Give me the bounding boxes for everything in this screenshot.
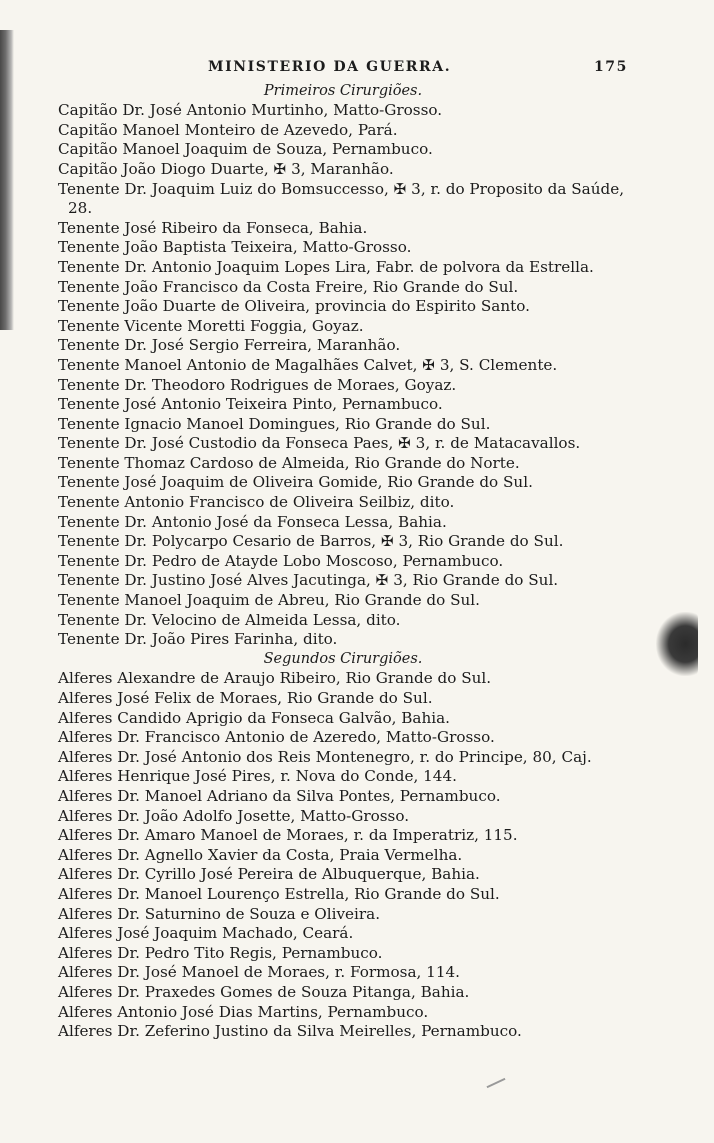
- list-item: Alferes José Joaquim Machado, Ceará.: [58, 924, 354, 943]
- list-item: Capitão Manoel Joaquim de Souza, Pernambuco.: [58, 140, 433, 159]
- list-item: Alferes Antonio José Dias Martins, Pernambuco.: [58, 1002, 429, 1021]
- list-item: Capitão Manoel Monteiro de Azevedo, Pará.: [58, 120, 398, 139]
- list-item: Capitão João Diogo Duarte, ✠ 3, Maranhão.: [58, 159, 394, 178]
- list-item: Tenente Dr. Polycarpo Cesario de Barros, ✠ 3, Rio Grande do Sul.: [58, 532, 564, 551]
- section-title: Primeiros Cirurgiões.: [263, 82, 423, 99]
- list-item: Alferes Dr. José Antonio dos Reis Montenegro, r. do Principe, 80, Caj.: [58, 747, 592, 766]
- section-segundos: [58, 650, 628, 1042]
- list-item: Tenente Vicente Moretti Foggia, Goyaz.: [58, 316, 364, 335]
- list-item: Tenente Dr. Theodoro Rodrigues de Moraes, Goyaz.: [58, 375, 457, 394]
- document-page: [58, 58, 628, 1042]
- list-item: Tenente Dr. Pedro de Atayde Lobo Moscoso, Pernambuco.: [58, 551, 504, 570]
- list-item: Tenente Dr. Velocino de Almeida Lessa, dito.: [58, 610, 401, 629]
- list-item: Alferes Dr. Manoel Adriano da Silva Pontes, Pernambuco.: [58, 786, 501, 805]
- list-item: Alferes Dr. Amaro Manoel de Moraes, r. da Imperatriz, 115.: [58, 826, 518, 845]
- list-item: Alferes Dr. José Manoel de Moraes, r. Formosa, 114.: [58, 963, 460, 982]
- list-item: Tenente Dr. Antonio José da Fonseca Lessa, Bahia.: [58, 512, 447, 531]
- list-item: Alferes Dr. Manoel Lourenço Estrella, Rio Grande do Sul.: [58, 884, 500, 903]
- list-item: Tenente João Francisco da Costa Freire, Rio Grande do Sul.: [58, 277, 519, 296]
- list-item: Alferes Dr. João Adolfo Josette, Matto-Grosso.: [58, 806, 410, 825]
- list-item: Tenente Manoel Antonio de Magalhães Calvet, ✠ 3, S. Clemente.: [58, 355, 558, 374]
- list-item: Tenente Dr. João Pires Farinha, dito.: [58, 630, 338, 649]
- list-item: Tenente Ignacio Manoel Domingues, Rio Grande do Sul.: [58, 414, 491, 433]
- list-item: Tenente Antonio Francisco de Oliveira Seilbiz, dito.: [58, 493, 455, 512]
- page-number: 175: [593, 59, 628, 75]
- list-item: Tenente João Duarte de Oliveira, provincia do Espirito Santo.: [58, 297, 530, 316]
- list-item: Alferes Dr. Saturnino de Souza e Oliveira.: [58, 904, 381, 923]
- list-item: Tenente Manoel Joaquim de Abreu, Rio Grande do Sul.: [58, 591, 480, 610]
- list-item: Tenente Dr. Justino José Alves Jacutinga, ✠ 3, Rio Grande do Sul.: [58, 571, 559, 590]
- list-item: Capitão Dr. José Antonio Murtinho, Matto-Grosso.: [58, 101, 443, 120]
- section-primeiros: [58, 82, 628, 650]
- list-item: Tenente Dr. José Sergio Ferreira, Maranhão.: [58, 336, 401, 355]
- list-item: Alferes Dr. Cyrillo José Pereira de Albuquerque, Bahia.: [58, 865, 480, 884]
- list-item: Tenente Dr. Joaquim Luiz do Bomsuccesso, ✠ 3, r. do Proposito da Saúde, 28.: [58, 179, 625, 218]
- header-title: MINISTERIO DA GUERRA.: [208, 59, 452, 75]
- margin-ornament: [656, 612, 698, 676]
- list-item: Tenente José Joaquim de Oliveira Gomide, Rio Grande do Sul.: [58, 473, 533, 492]
- page-binding-edge: [0, 30, 14, 330]
- list-item: Alferes Dr. Pedro Tito Regis, Pernambuco.: [58, 943, 383, 962]
- list-item: Tenente João Baptista Teixeira, Matto-Grosso.: [58, 238, 412, 257]
- list-item: Tenente Dr. Antonio Joaquim Lopes Lira, Fabr. de polvora da Estrella.: [58, 257, 594, 276]
- list-item: Alferes Dr. Francisco Antonio de Azeredo, Matto-Grosso.: [58, 728, 495, 747]
- list-item: Alferes Henrique José Pires, r. Nova do Conde, 144.: [58, 767, 457, 786]
- list-item: Alferes Dr. Praxedes Gomes de Souza Pitanga, Bahia.: [58, 982, 470, 1001]
- ink-mark: [487, 1078, 506, 1088]
- list-item: Tenente José Ribeiro da Fonseca, Bahia.: [58, 218, 368, 237]
- list-item: Tenente Thomaz Cardoso de Almeida, Rio Grande do Norte.: [58, 453, 520, 472]
- section-title: Segundos Cirurgiões.: [263, 650, 423, 667]
- running-header: [208, 58, 628, 78]
- list-item: Tenente Dr. José Custodio da Fonseca Paes, ✠ 3, r. de Matacavallos.: [58, 434, 581, 453]
- list-item: Alferes Alexandre de Araujo Ribeiro, Rio Grande do Sul.: [58, 669, 492, 688]
- list-item: Alferes Dr. Agnello Xavier da Costa, Praia Vermelha.: [58, 845, 463, 864]
- list-item: Alferes Candido Aprigio da Fonseca Galvão, Bahia.: [58, 708, 451, 727]
- list-item: Alferes José Felix de Moraes, Rio Grande do Sul.: [58, 689, 433, 707]
- list-item: Alferes Dr. Zeferino Justino da Silva Meirelles, Pernambuco.: [58, 1022, 522, 1041]
- list-item: Tenente José Antonio Teixeira Pinto, Pernambuco.: [58, 395, 443, 414]
